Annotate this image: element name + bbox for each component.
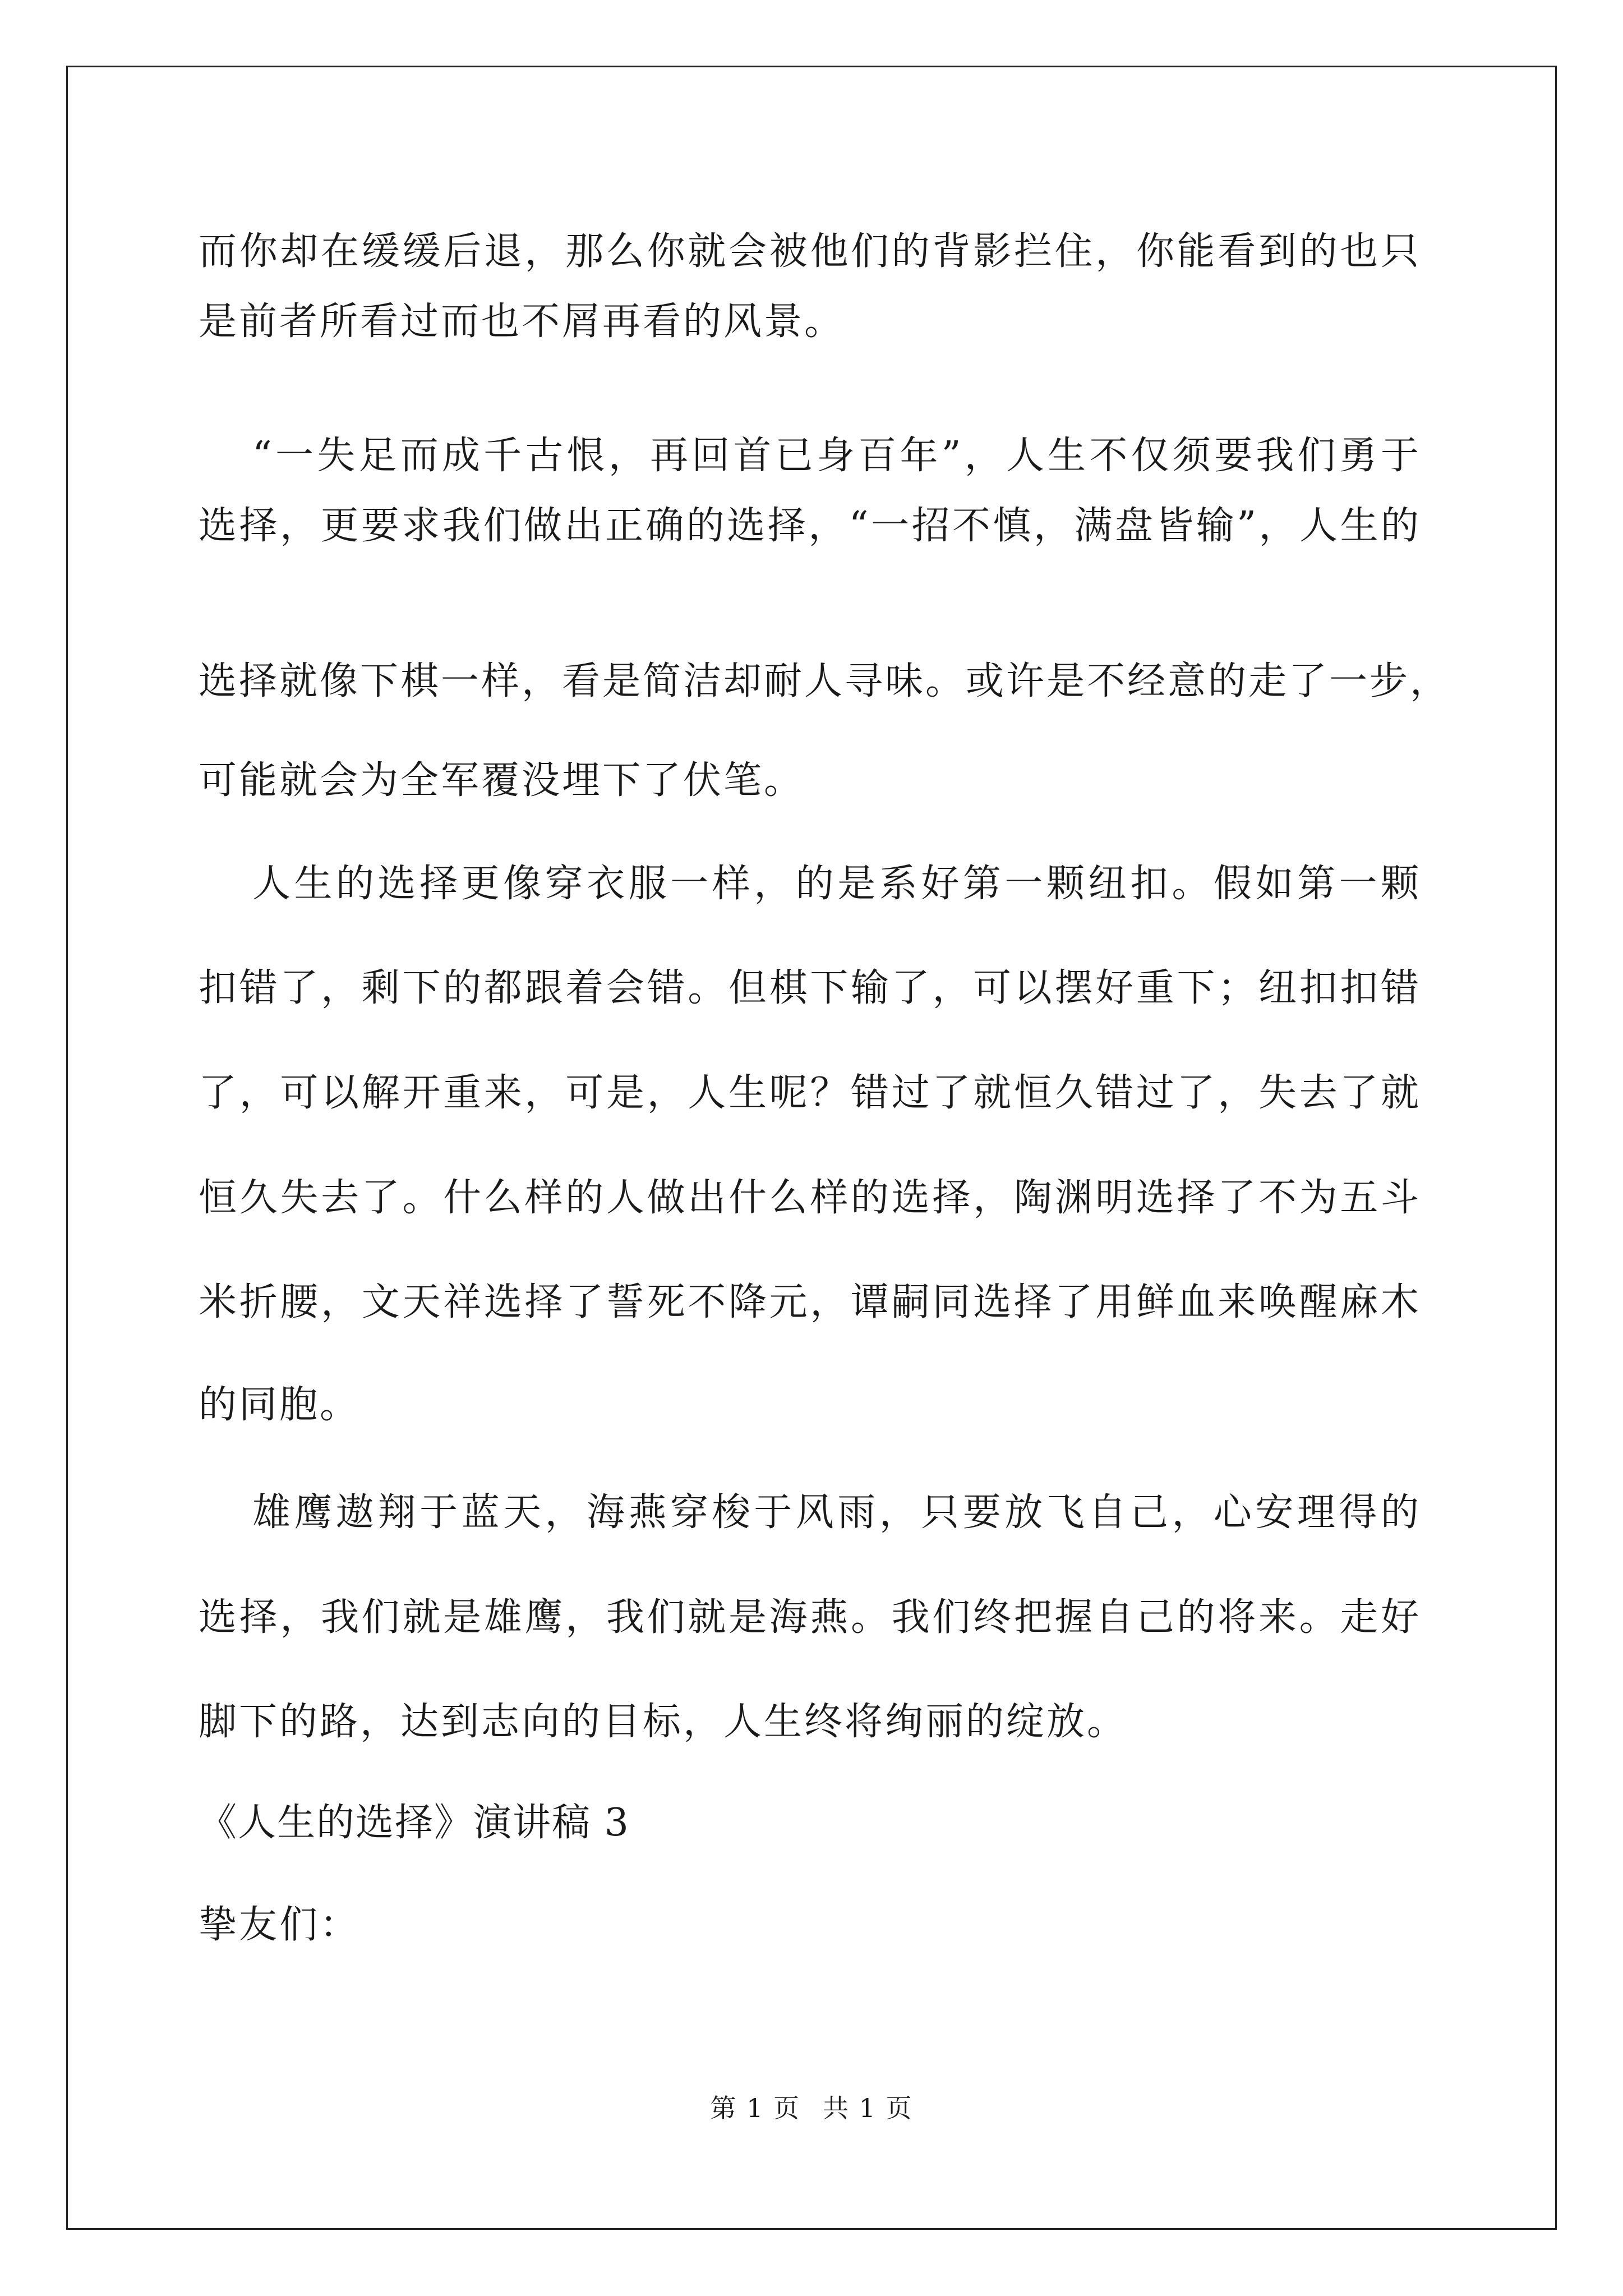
paragraph-line: 扣错了，剩下的都跟着会错。但棋下输了，可以摆好重下；纽扣扣错 [199, 966, 1421, 1010]
page-total: 共 1 页 [823, 2093, 913, 2123]
paragraph-line: 可能就会为全军覆没埋下了伏笔。 [199, 758, 805, 803]
paragraph-line: 人生的选择更像穿衣服一样，的是系好第一颗纽扣。假如第一颗 [252, 862, 1421, 906]
paragraph-line: 恒久失去了。什么样的人做出什么样的选择，陶渊明选择了不为五斗 [199, 1176, 1421, 1220]
paragraph-line: 而你却在缓缓后退，那么你就会被他们的背影拦住，你能看到的也只 [199, 229, 1421, 274]
page-footer [0, 2091, 1623, 2125]
paragraph-line: “一失足而成千古恨，再回首已身百年”，人生不仅须要我们勇于 [252, 434, 1421, 478]
paragraph-line: 选择，更要求我们做出正确的选择，“一招不慎，满盘皆输”，人生的 [199, 504, 1421, 548]
paragraph-line: 选择就像下棋一样，看是简洁却耐人寻味。或许是不经意的走了一步， [199, 659, 1451, 703]
section-heading: 《人生的选择》演讲稿 3 [199, 1801, 630, 1845]
paragraph-line: 脚下的路，达到志向的目标，人生终将绚丽的绽放。 [199, 1700, 1128, 1744]
salutation: 挚友们： [199, 1903, 361, 1947]
paragraph-line: 米折腰，文天祥选择了誓死不降元，谭嗣同选择了用鲜血来唤醒麻木 [199, 1280, 1421, 1324]
paragraph-line: 的同胞。 [199, 1383, 361, 1427]
paragraph-line: 选择，我们就是雄鹰，我们就是海燕。我们终把握自己的将来。走好 [199, 1595, 1421, 1640]
page-number: 第 1 页 [710, 2093, 800, 2123]
paragraph-line: 了，可以解开重来，可是，人生呢？错过了就恒久错过了，失去了就 [199, 1071, 1421, 1115]
paragraph-line: 是前者所看过而也不屑再看的风景。 [199, 300, 845, 344]
paragraph-line: 雄鹰遨翔于蓝天，海燕穿梭于风雨，只要放飞自己，心安理得的 [252, 1490, 1421, 1535]
